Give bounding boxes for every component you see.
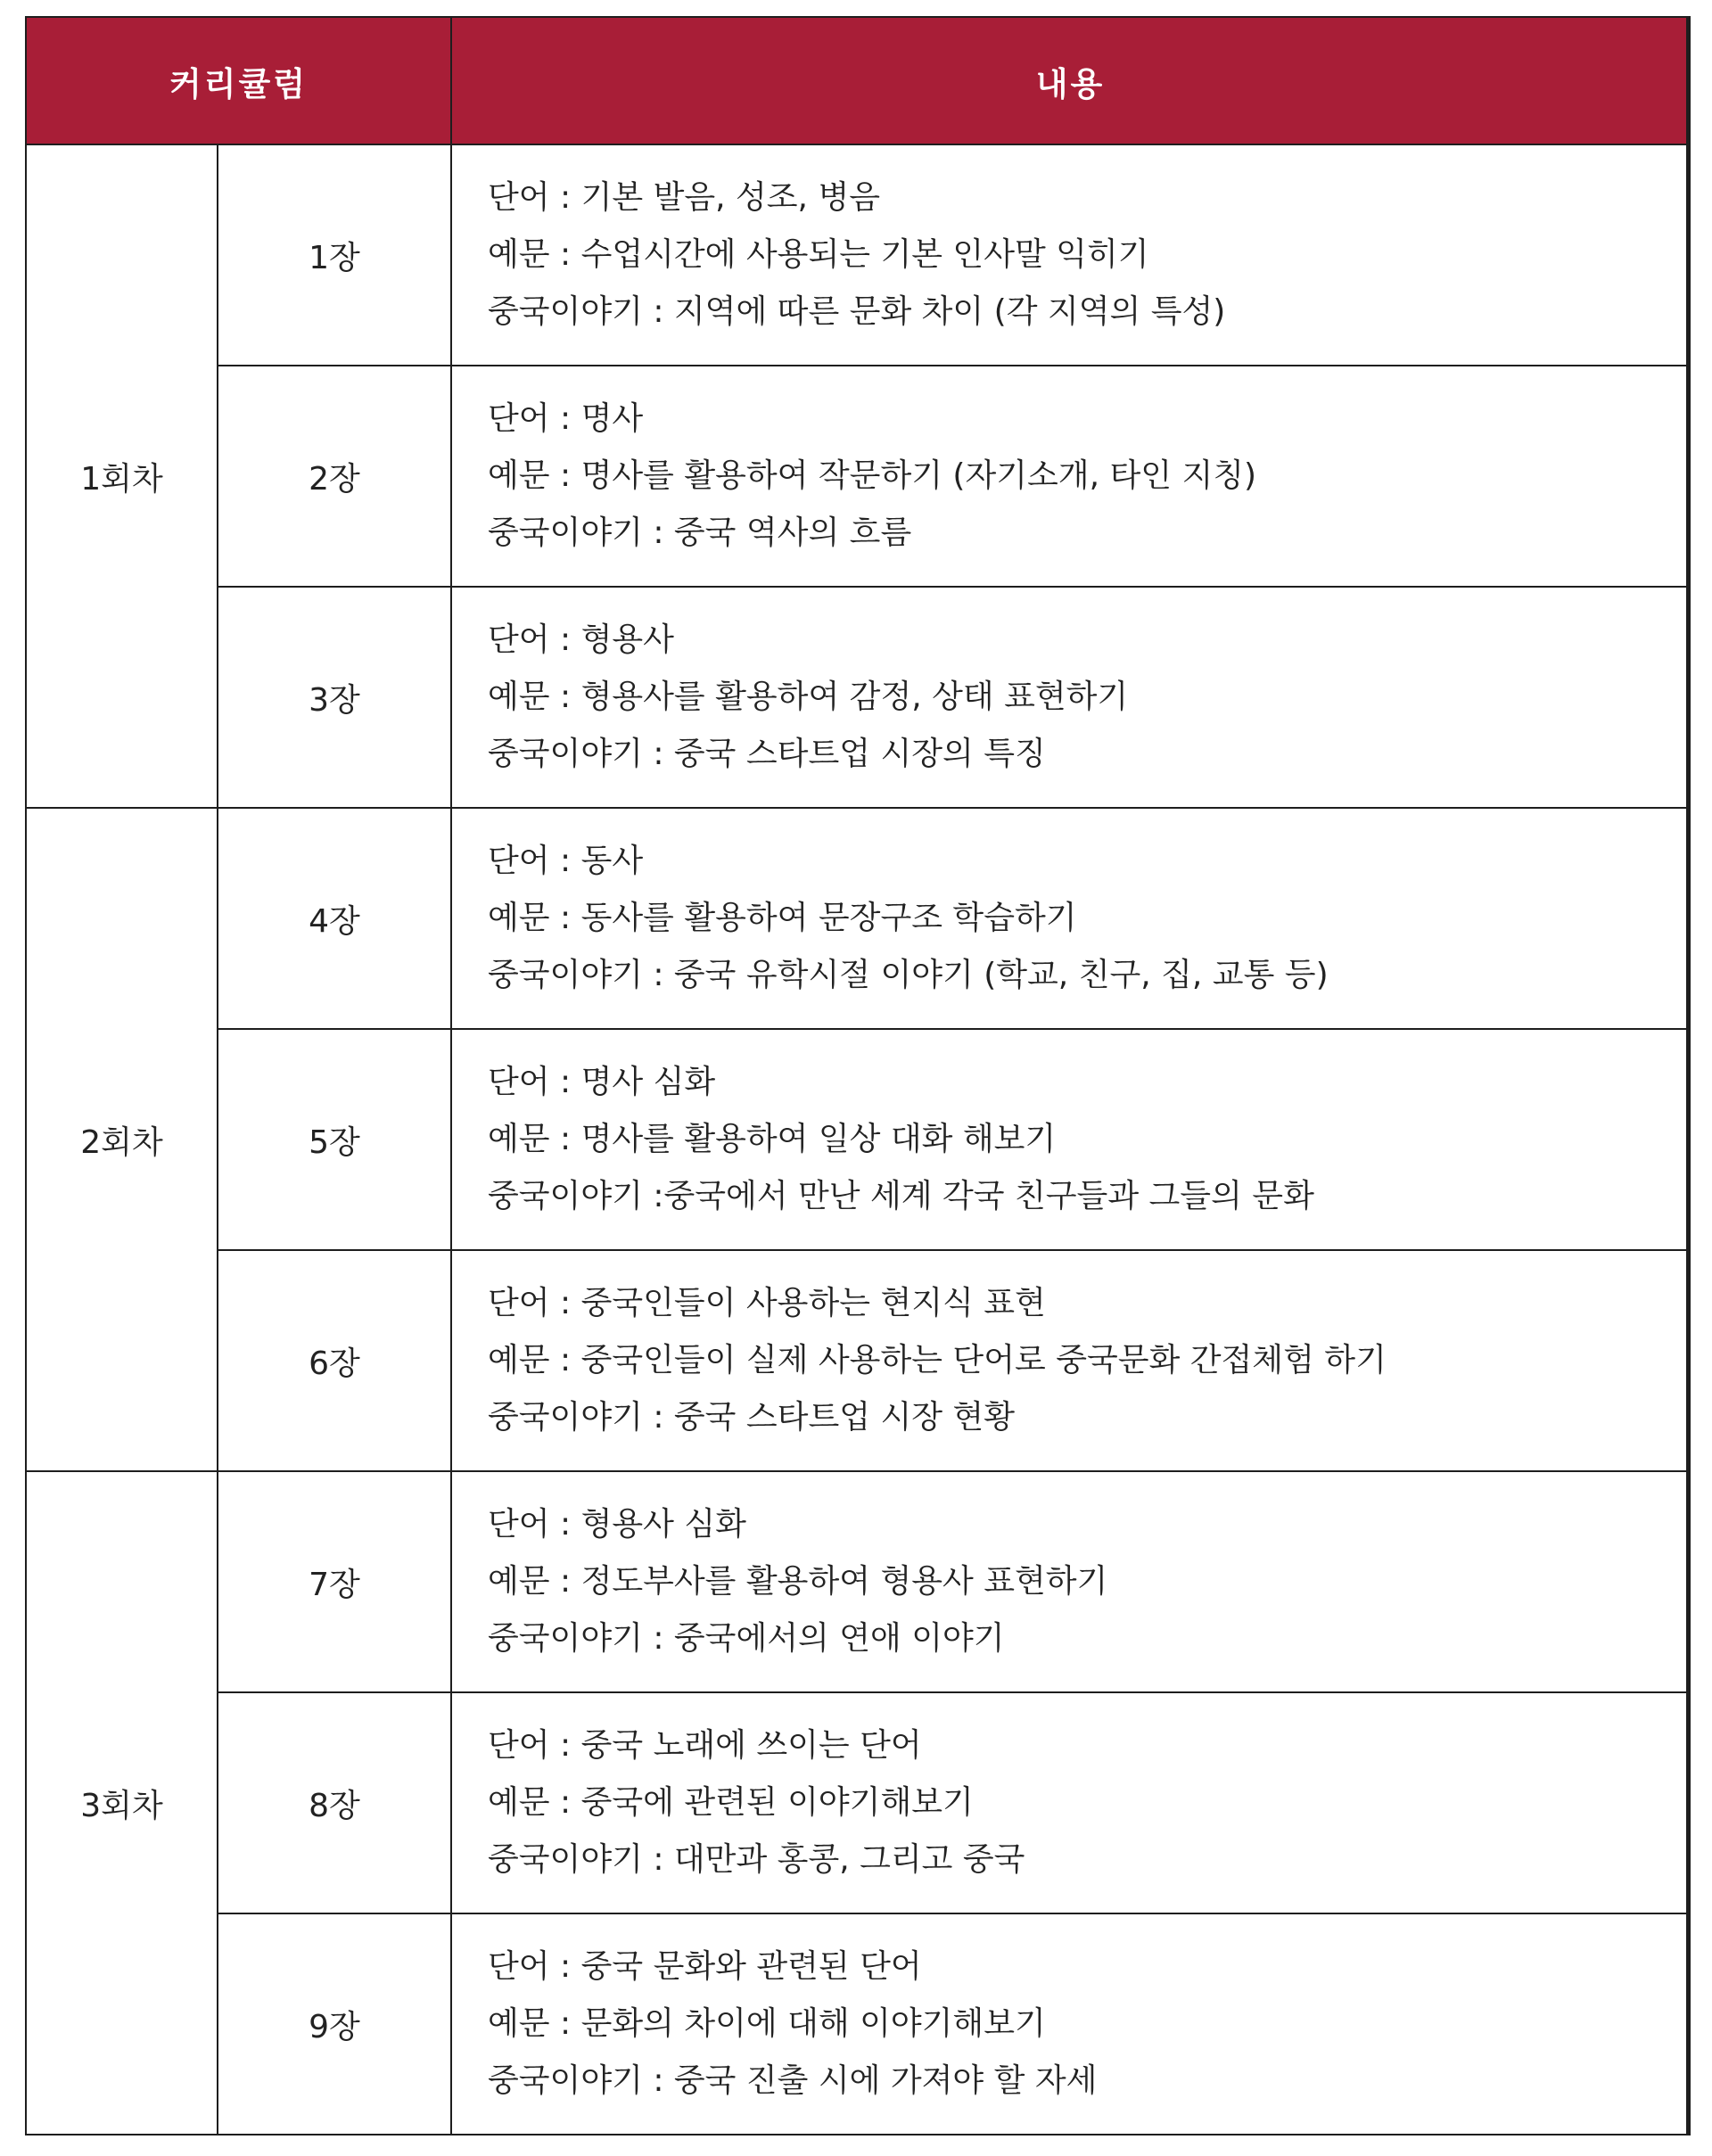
example-line: 예문 : 동사를 활용하여 문장구조 학습하기 [488,900,1077,936]
story-line: 중국이야기 : 중국 진출 시에 가져야 할 자세 [488,2062,1098,2099]
table-row [26,1250,1690,1471]
chapter-label: 6장 [218,1250,451,1471]
chapter-label: 9장 [218,1913,451,2135]
content-cell [451,1250,1690,1471]
content-cell [451,1471,1690,1692]
vocabulary-line: 단어 : 형용사 [488,621,674,658]
content-cell [451,1029,1690,1250]
table-header [26,17,1690,144]
table-row [26,587,1690,808]
vocabulary-line: 단어 : 형용사 심화 [488,1506,746,1543]
content-cell [451,144,1690,366]
content-cell [451,1692,1690,1913]
chapter-label: 8장 [218,1692,451,1913]
table-row [26,366,1690,587]
vocabulary-line: 단어 : 중국 노래에 쓰이는 단어 [488,1727,922,1764]
content-cell [451,1913,1690,2135]
vocabulary-line: 단어 : 명사 심화 [488,1064,716,1100]
content-cell [451,366,1690,587]
chapter-label: 4장 [218,808,451,1029]
table-row [26,144,1690,366]
example-line: 예문 : 중국에 관련된 이야기해보기 [488,1784,974,1821]
content-cell [451,587,1690,808]
example-line: 예문 : 문화의 차이에 대해 이야기해보기 [488,2005,1046,2042]
table-shadow-edge [1686,16,1691,2135]
table-row [26,1913,1690,2135]
session-label: 3회차 [26,1471,218,2135]
example-line: 예문 : 형용사를 활용하여 감정, 상태 표현하기 [488,679,1129,715]
table-row [26,1692,1690,1913]
curriculum-table [25,16,1691,2135]
table-row [26,1029,1690,1250]
story-line: 중국이야기 :중국에서 만난 세계 각국 친구들과 그들의 문화 [488,1178,1314,1214]
chapter-label: 2장 [218,366,451,587]
example-line: 예문 : 정도부사를 활용하여 형용사 표현하기 [488,1563,1108,1600]
example-line: 예문 : 명사를 활용하여 작문하기 (자기소개, 타인 지칭) [488,457,1257,494]
table-row [26,808,1690,1029]
chapter-label: 7장 [218,1471,451,1692]
chapter-label: 1장 [218,144,451,366]
curriculum-header: 커리큘럼 [26,17,451,144]
vocabulary-line: 단어 : 중국인들이 사용하는 현지식 표현 [488,1285,1046,1321]
chapter-label: 3장 [218,587,451,808]
vocabulary-line: 단어 : 명사 [488,400,644,437]
story-line: 중국이야기 : 중국에서의 연애 이야기 [488,1620,1005,1657]
table-body [26,144,1690,2135]
table-row [26,1471,1690,1692]
vocabulary-line: 단어 : 동사 [488,843,644,879]
session-label: 2회차 [26,808,218,1471]
vocabulary-line: 단어 : 기본 발음, 성조, 병음 [488,179,880,216]
story-line: 중국이야기 : 중국 스타트업 시장의 특징 [488,736,1046,772]
example-line: 예문 : 중국인들이 실제 사용하는 단어로 중국문화 간접체험 하기 [488,1342,1387,1378]
story-line: 중국이야기 : 지역에 따른 문화 차이 (각 지역의 특성) [488,293,1226,330]
story-line: 중국이야기 : 중국 유학시절 이야기 (학교, 친구, 집, 교통 등) [488,957,1329,993]
content-header: 내용 [451,17,1690,144]
example-line: 예문 : 수업시간에 사용되는 기본 인사말 익히기 [488,236,1149,273]
session-label: 1회차 [26,144,218,808]
story-line: 중국이야기 : 중국 스타트업 시장 현황 [488,1399,1015,1436]
chapter-label: 5장 [218,1029,451,1250]
story-line: 중국이야기 : 대만과 홍콩, 그리고 중국 [488,1841,1025,1878]
content-cell [451,808,1690,1029]
example-line: 예문 : 명사를 활용하여 일상 대화 해보기 [488,1121,1057,1157]
curriculum-table-container [25,16,1689,2135]
story-line: 중국이야기 : 중국 역사의 흐름 [488,514,912,551]
header-row [26,17,1690,144]
vocabulary-line: 단어 : 중국 문화와 관련된 단어 [488,1948,922,1985]
